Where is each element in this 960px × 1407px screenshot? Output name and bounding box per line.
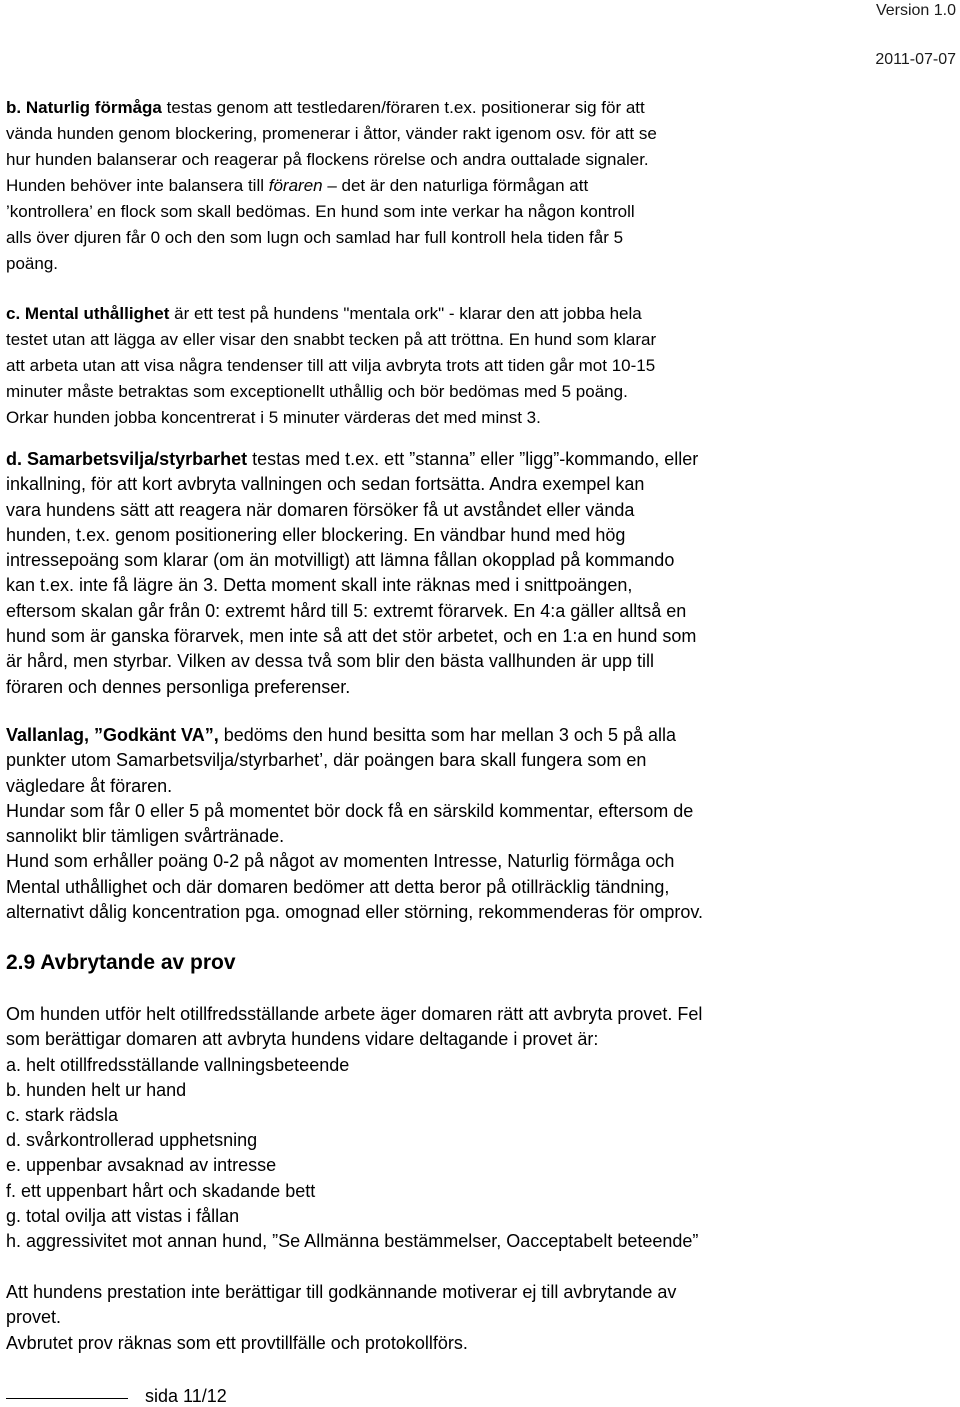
closing-line: Avbrutet prov räknas som ett provtillfälle och protokollförs. (6, 1332, 468, 1353)
vallanlag-line: Vallanlag, ”Godkänt VA”, bedöms den hund besitta som har mellan 3 och 5 på alla (6, 725, 677, 745)
section-b-marker: b. (6, 98, 22, 117)
section-d-term: Samarbetsvilja/styrbarhet (27, 449, 248, 469)
section-b-line: hur hunden balanserar och reagerar på flockens rörelse och andra outtalade signaler. (6, 150, 649, 169)
list-item: d. svårkontrollerad upphetsning (6, 1130, 258, 1150)
section-c-marker: c. (6, 304, 21, 323)
list-item: a. helt otillfredsställande vallningsbeteende (6, 1055, 350, 1075)
section-b-term: Naturlig förmåga (25, 98, 162, 117)
section-c-line: c. Mental uthållighet är ett test på hundens "mentala ork" - klarar den att jobba hela (6, 304, 642, 323)
section-d-line: är hård, men styrbar. Vilken av dessa två som blir den bästa vallhunden är upp till (6, 651, 655, 672)
section-c (6, 301, 946, 431)
vallanlag-term: Vallanlag, ”Godkänt VA”, (6, 725, 219, 745)
footer-rule (6, 1398, 128, 1399)
list-item: g. total ovilja att vistas i fållan (6, 1206, 240, 1226)
vallanlag-line: Mental uthållighet och där domaren bedömer att detta beror på otillräcklig tändning, (6, 876, 670, 897)
section-d-line: d. Samarbetsvilja/styrbarhet testas med t.ex. ett ”stanna” eller ”ligg”-kommando, eller (6, 449, 699, 469)
section-d-line: inkallning, för att kort avbryta vallningen och sedan fortsätta. Andra exempel kan (6, 474, 645, 495)
closing-line: Att hundens prestation inte berättigar till godkännande motiverar ej till avbrytande av (6, 1282, 677, 1302)
closing-line: provet. (6, 1307, 62, 1328)
italic-word: föraren (268, 176, 323, 195)
document-date: 2011-07-07 (875, 51, 956, 68)
document-version: Version 1.0 (875, 2, 956, 19)
section-d-line: hund som är ganska förarvek, men inte så att det stör arbetet, och en 1:a en hund som (6, 626, 697, 647)
section-c-line: minuter måste betraktas som exceptionellt uthållig och bör bedömas med 5 poäng. (6, 382, 628, 401)
section-c-line: Orkar hunden jobba koncentrerat i 5 minuter värderas det med minst 3. (6, 408, 541, 427)
section-d-line: intressepoäng som klarar (om än motvilligt) att lämna fållan okopplad på kommando (6, 550, 675, 571)
vallanlag-paragraph (6, 723, 946, 925)
vallanlag-line: Hund som erhåller poäng 0-2 på något av momenten Intresse, Naturlig förmåga och (6, 851, 675, 872)
section-d-line: föraren och dennes personliga preferenser. (6, 676, 351, 697)
section-d-marker: d. (6, 449, 22, 469)
list-item: b. hunden helt ur hand (6, 1080, 187, 1100)
section-c-line: att arbeta utan att visa några tendenser till att vilja avbryta trots att tiden går mot 10-15 (6, 356, 656, 375)
vallanlag-line: alternativt dålig koncentration pga. omognad eller störning, rekommenderas för omprov. (6, 902, 704, 923)
section-heading: 2.9 Avbrytande av prov (6, 951, 236, 974)
list-item: e. uppenbar avsaknad av intresse (6, 1155, 277, 1175)
section-b-line: poäng. (6, 254, 58, 273)
section-29-closing (6, 1280, 946, 1356)
vallanlag-line: vägledare åt föraren. (6, 775, 173, 796)
vallanlag-line: Hundar som får 0 eller 5 på momentet bör dock få en särskild kommentar, eftersom de (6, 800, 694, 821)
intro-line: som berättigar domaren att avbryta hundens vidare deltagande i provet är: (6, 1029, 599, 1050)
section-b-line: alls över djuren får 0 och den som lugn och samlad har full kontroll hela tiden får 5 (6, 228, 624, 247)
section-c-term: Mental uthållighet (24, 304, 170, 323)
list-item: h. aggressivitet mot annan hund, ”Se Allmänna bestämmelser, Oacceptabelt beteende” (6, 1231, 699, 1251)
section-d-line: eftersom skalan går från 0: extremt hård till 5: extremt förarvek. En 4:a gäller alltså en (6, 600, 687, 621)
section-b-line: ’kontrollera’ en flock som skall bedömas. En hund som inte verkar ha någon kontroll (6, 202, 635, 221)
section-d-line: kan t.ex. inte få lägre än 3. Detta moment skall inte räknas med i snittpoängen, (6, 575, 633, 596)
section-b (6, 95, 946, 277)
section-d-line: vara hundens sätt att reagera när domaren försöker få ut avståndet eller vända (6, 499, 635, 520)
page-number: sida 11/12 (145, 1386, 227, 1406)
list-item: f. ett uppenbart hårt och skadande bett (6, 1181, 316, 1201)
section-b-line: vända hunden genom blockering, promenerar i åttor, vänder rakt igenom osv. för att se (6, 124, 657, 143)
list-item: c. stark rädsla (6, 1105, 119, 1125)
intro-line: Om hunden utför helt otillfredsställande arbete äger domaren rätt att avbryta provet. Fel (6, 1004, 703, 1024)
section-d (6, 447, 946, 700)
vallanlag-line: punkter utom Samarbetsvilja/styrbarhet’, där poängen bara skall fungera som en (6, 750, 647, 771)
section-b-line: Hunden behöver inte balansera till föraren – det är den naturliga förmågan att (6, 176, 589, 195)
section-29-intro (6, 1002, 946, 1053)
section-b-line: b. Naturlig förmåga testas genom att testledaren/föraren t.ex. positionerar sig för att (6, 98, 645, 117)
section-d-line: hunden, t.ex. genom positionering eller blockering. En vändbar hund med hög (6, 524, 626, 545)
section-c-line: testet utan att lägga av eller visar den snabbt tecken på att tröttna. En hund som klarar (6, 330, 657, 349)
vallanlag-line: sannolikt blir tämligen svårtränade. (6, 826, 285, 847)
